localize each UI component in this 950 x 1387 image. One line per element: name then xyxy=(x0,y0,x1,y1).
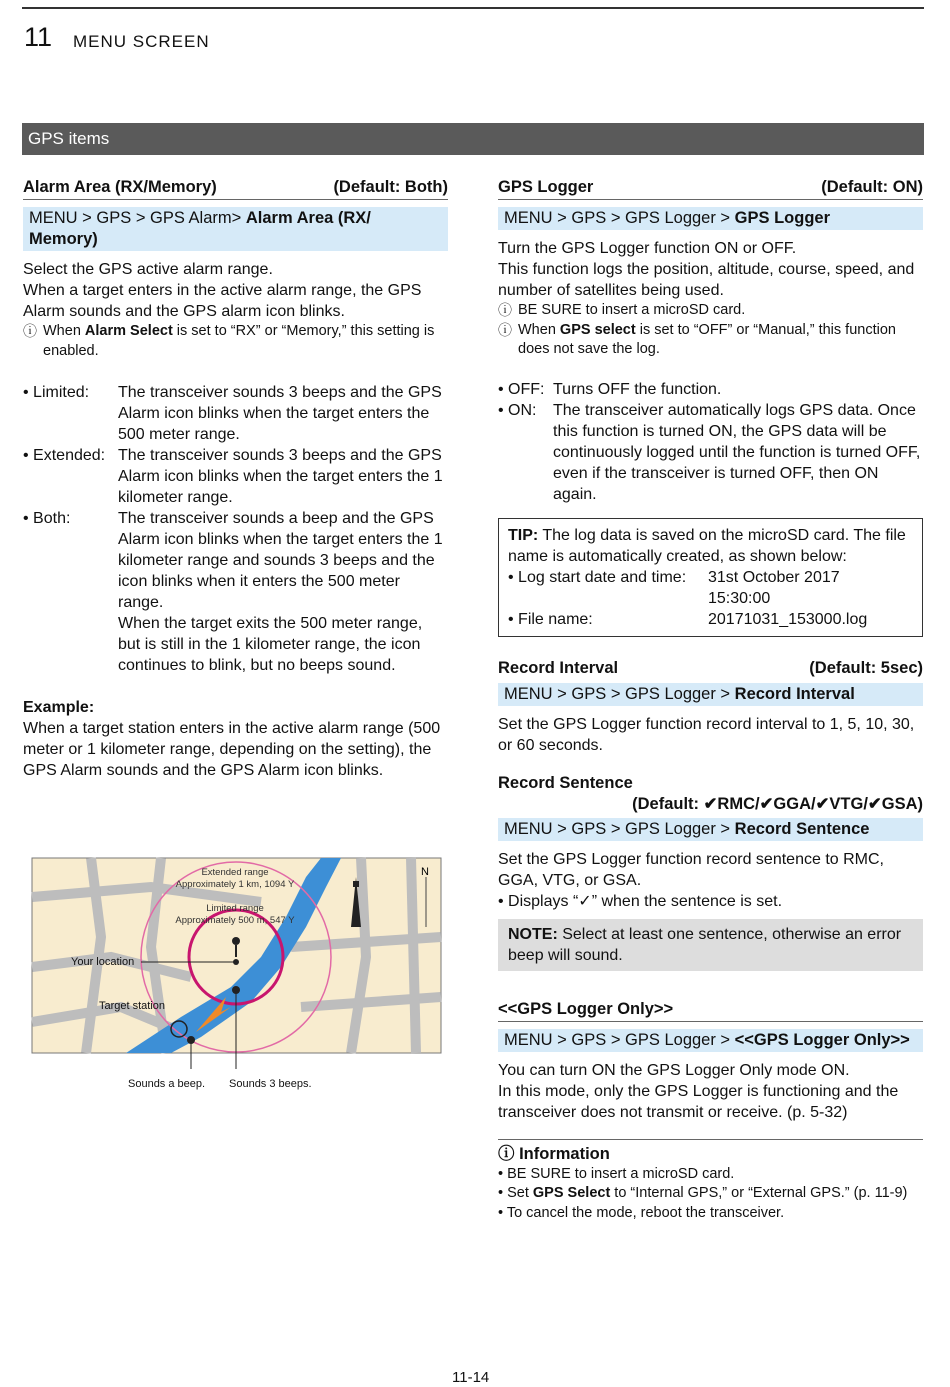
note-text: BE SURE to insert a microSD card. xyxy=(518,302,746,318)
note-bold: Alarm Select xyxy=(84,323,173,339)
item-bold: GPS Select xyxy=(532,1185,611,1201)
information-item3: • To cancel the mode, reboot the transceiver. xyxy=(498,1204,785,1221)
record-sentence-bullet: • Displays “✓” when the sentence is set. xyxy=(498,892,783,910)
gps-alarm-map-illustration xyxy=(31,857,443,1097)
record-interval-header xyxy=(498,658,923,680)
record-sentence-desc: Set the GPS Logger function record sentence to RMC, GGA, VTG, or GSA. xyxy=(498,850,884,889)
option-key xyxy=(23,613,118,676)
path-bold: Record Interval xyxy=(734,684,855,703)
chapter-title: MENU SCREEN xyxy=(73,32,210,51)
item-post: to “Internal GPS,” or “External GPS.” (p. 11-9) xyxy=(610,1185,908,1201)
option-off xyxy=(498,379,923,400)
logger-only-menu-path xyxy=(498,1029,923,1052)
alarm-area-default: (Default: Both) xyxy=(333,178,448,196)
path-bold: <<GPS Logger Only>> xyxy=(734,1030,910,1049)
note-text: Select at least one sentence, otherwise an error beep will sound. xyxy=(508,925,902,964)
gps-logger-title: GPS Logger xyxy=(498,178,594,196)
your-location-dot xyxy=(233,959,239,965)
alarm-area-desc1: Select the GPS active alarm range. xyxy=(23,261,273,278)
gps-logger-options xyxy=(498,379,923,505)
logger-only-desc1: You can turn ON the GPS Logger Only mode ON. xyxy=(498,1061,850,1079)
limited-range-label: Limited range xyxy=(206,903,264,914)
example-title: Example: xyxy=(23,699,95,716)
info-icon: ⓘ xyxy=(23,323,37,339)
tip-row-value: 15:30:00 xyxy=(708,589,771,607)
item-pre: • Set xyxy=(498,1185,533,1201)
information-title: Information xyxy=(519,1144,610,1163)
sounds-3beeps-label: Sounds 3 beeps. xyxy=(229,1078,312,1090)
path-prefix: MENU > GPS > GPS Logger > xyxy=(504,684,735,703)
your-location-label: Your location xyxy=(71,956,135,968)
gps-logger-note1 xyxy=(498,301,923,321)
option-text: The transceiver automatically logs GPS data. Once this function is turned ON, the GPS data will be continuously logged until the function is turned OFF, even if the transceiver is turned OFF, then ON again. xyxy=(553,401,921,503)
option-extended xyxy=(23,445,448,508)
information-block xyxy=(498,1139,923,1224)
logger-only-header xyxy=(498,999,923,1022)
option-text: Turns OFF the function. xyxy=(553,380,722,398)
record-interval-default: (Default: 5sec) xyxy=(809,658,923,677)
record-interval-menu-path xyxy=(498,683,923,706)
note-box xyxy=(498,919,923,971)
tip-row-file xyxy=(508,609,913,630)
information-header xyxy=(498,1144,923,1165)
gps-logger-desc1: Turn the GPS Logger function ON or OFF. xyxy=(498,240,797,257)
option-text: When the target exits the 500 meter range, but is still in the 1 kilometer range, the icon continues to blink, but no beeps sound. xyxy=(118,615,423,674)
option-key: • ON: xyxy=(498,401,537,419)
record-sentence-header xyxy=(498,773,923,815)
tip-row-key: • File name: xyxy=(508,610,593,628)
sounds-beep-label: Sounds a beep. xyxy=(128,1078,206,1090)
logger-only-title: <<GPS Logger Only>> xyxy=(498,999,674,1018)
gps-logger-menu-path xyxy=(498,207,923,230)
note-pre: When xyxy=(43,323,85,339)
target-station-label: Target station xyxy=(99,1000,166,1012)
limited-range-value: Approximately 500 m, 547 Y xyxy=(175,915,295,926)
tip-row-time xyxy=(508,588,913,609)
tip-row-value: 20171031_153000.log xyxy=(708,610,868,628)
option-key: • OFF: xyxy=(498,380,545,398)
record-interval-title: Record Interval xyxy=(498,658,619,677)
alarm-area-options xyxy=(23,382,448,676)
note-post: is set to “RX” or “Memory,” this setting is enabled. xyxy=(43,323,435,359)
right-column xyxy=(498,177,923,1223)
record-sentence-default: (Default: ✔RMC/✔GGA/✔VTG/✔GSA) xyxy=(632,794,923,813)
tip-row-start xyxy=(508,567,913,588)
path-bold: Record Sentence xyxy=(734,819,870,838)
chapter-number: 11 xyxy=(24,22,53,52)
option-key: • Extended: xyxy=(23,447,106,464)
path-bold: GPS Logger xyxy=(734,209,830,227)
extended-range-value: Approximately 1 km, 1094 Y xyxy=(175,879,295,890)
information-item2 xyxy=(498,1184,923,1204)
option-on xyxy=(498,400,923,505)
option-both-cont xyxy=(23,613,448,676)
path-bold: Alarm Area (RX/ Memory) xyxy=(29,209,371,248)
option-text: The transceiver sounds a beep and the GPS Alarm icon blinks when the target enters the 1 kilometer range and sounds 3 beeps and the icon blinks when it enters the 500 meter range. xyxy=(118,510,443,611)
extended-range-label: Extended range xyxy=(201,867,269,878)
record-sentence-menu-path xyxy=(498,818,923,841)
top-rule xyxy=(22,7,924,9)
section-bar: GPS items xyxy=(22,123,924,155)
note-bold: GPS select xyxy=(559,321,636,338)
option-both xyxy=(23,508,448,613)
information-item1: • BE SURE to insert a microSD card. xyxy=(498,1165,735,1182)
left-column xyxy=(23,177,448,781)
gps-logger-default: (Default: ON) xyxy=(821,178,923,196)
walker-icon xyxy=(232,937,240,945)
path-prefix: MENU > GPS > GPS Logger > xyxy=(504,209,735,227)
info-icon: ⓘ xyxy=(498,1144,520,1163)
alarm-area-note xyxy=(23,322,448,361)
record-interval-desc: Set the GPS Logger function record interval to 1, 5, 10, 30, or 60 seconds. xyxy=(498,715,915,754)
logger-only-desc2: In this mode, only the GPS Logger is functioning and the transceiver does not transmit or receive. (p. 5-32) xyxy=(498,1082,899,1121)
option-text: The transceiver sounds 3 beeps and the GPS Alarm icon blinks when the target enters the 500 meter range. xyxy=(118,384,442,443)
gps-logger-desc2: This function logs the position, altitude, course, speed, and number of satellites being used. xyxy=(498,261,915,299)
page-number: 11-14 xyxy=(452,1369,490,1386)
gps-logger-note2 xyxy=(498,321,923,360)
path-prefix: MENU > GPS > GPS Logger > xyxy=(504,1030,735,1049)
north-label: N xyxy=(421,866,429,878)
option-text: The transceiver sounds 3 beeps and the GPS Alarm icon blinks when the target enters the 1 kilometer range. xyxy=(118,447,443,506)
alarm-area-title: Alarm Area (RX/Memory) xyxy=(23,178,217,196)
tip-box xyxy=(498,518,923,637)
tip-row-value: 31st October 2017 xyxy=(708,568,840,586)
tip-text: The log data is saved on the microSD card. The file name is automatically created, as shown below: xyxy=(508,526,906,565)
gps-logger-header xyxy=(498,177,923,200)
info-icon: ⓘ xyxy=(498,302,512,318)
alarm-area-desc2: When a target enters in the active alarm range, the GPS Alarm sounds and the GPS alarm icon blinks. xyxy=(23,282,422,320)
option-key: • Limited: xyxy=(23,384,90,401)
tip-label: TIP: xyxy=(508,526,539,544)
alarm-area-menu-path xyxy=(23,207,448,251)
example-text: When a target station enters in the active alarm range (500 meter or 1 kilometer range, depending on the setting), the GPS Alarm sounds and the GPS Alarm icon blinks. xyxy=(23,720,441,779)
record-sentence-title: Record Sentence xyxy=(498,773,633,792)
path-prefix: MENU > GPS > GPS Logger > xyxy=(504,819,735,838)
tip-row-key: • Log start date and time: xyxy=(508,568,687,586)
note-label: NOTE: xyxy=(508,925,558,943)
info-icon: ⓘ xyxy=(498,321,512,338)
path-prefix: MENU > GPS > GPS Alarm> xyxy=(29,209,246,227)
note-pre: When xyxy=(518,321,560,338)
option-limited xyxy=(23,382,448,445)
alarm-area-header xyxy=(23,177,448,200)
option-key: • Both: xyxy=(23,510,71,527)
note-post: is set to “OFF” or “Manual,” this function does not save the log. xyxy=(518,321,896,357)
